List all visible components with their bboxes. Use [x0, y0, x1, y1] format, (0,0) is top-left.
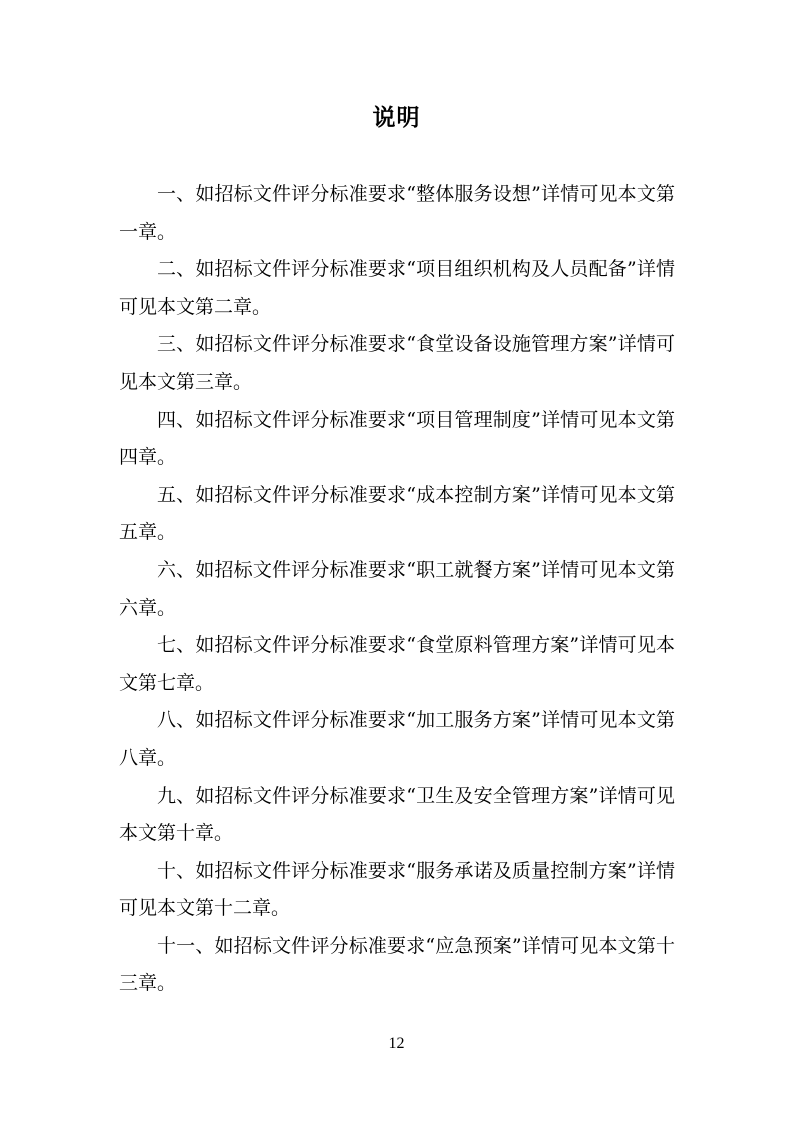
paragraph-6: 六、如招标文件评分标准要求“职工就餐方案”详情可见本文第六章。: [119, 558, 675, 619]
paragraph-5: 五、如招标文件评分标准要求“成本控制方案”详情可见本文第五章。: [119, 483, 675, 544]
paragraph-3: 三、如招标文件评分标准要求“食堂设备设施管理方案”详情可见本文第三章。: [119, 333, 675, 393]
paragraph-2: 二、如招标文件评分标准要求“项目组织机构及人员配备”详情可见本文第二章。: [119, 258, 675, 318]
paragraph-8: 八、如招标文件评分标准要求“加工服务方案”详情可见本文第八章。: [119, 709, 675, 769]
paragraph-1: 一、如招标文件评分标准要求“整体服务设想”详情可见本文第一章。: [119, 183, 675, 243]
page-number: 12: [388, 1035, 405, 1052]
paragraph-11: 十一、如招标文件评分标准要求“应急预案”详情可见本文第十三章。: [119, 934, 675, 995]
document-body: [119, 176, 675, 1003]
paragraph-7: 七、如招标文件评分标准要求“食堂原料管理方案”详情可见本文第七章。: [119, 634, 675, 694]
page-title: 说明: [372, 104, 421, 131]
paragraph-9: 九、如招标文件评分标准要求“卫生及安全管理方案”详情可见本文第十章。: [119, 784, 675, 845]
paragraph-4: 四、如招标文件评分标准要求“项目管理制度”详情可见本文第四章。: [119, 408, 675, 469]
paragraph-10: 十、如招标文件评分标准要求“服务承诺及质量控制方案”详情可见本文第十二章。: [119, 859, 675, 920]
